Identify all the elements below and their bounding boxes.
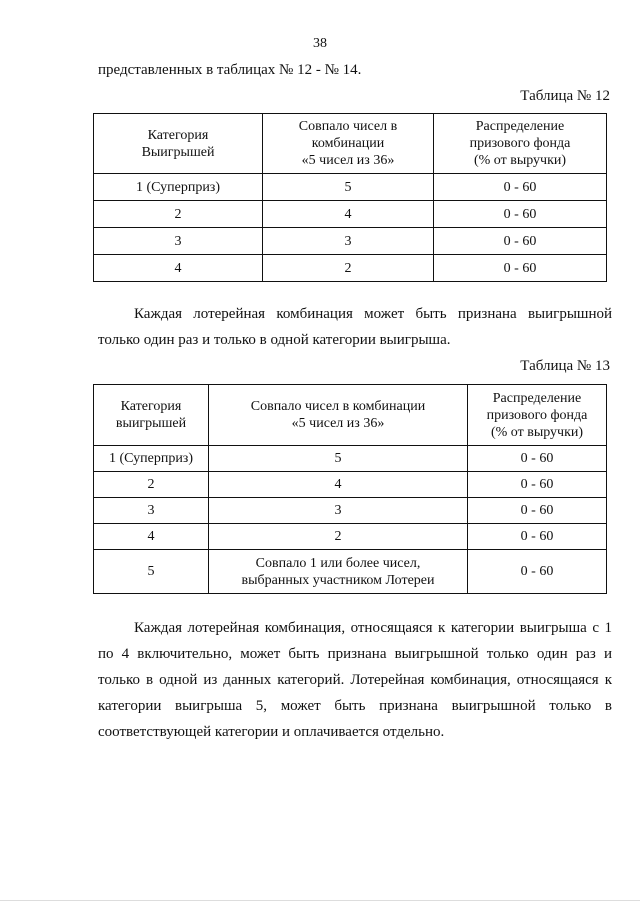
- header-text: Совпало чисел в: [298, 119, 398, 134]
- cell-category: 1 (Суперприз): [94, 446, 209, 472]
- header-text: (% от выручки): [490, 424, 584, 440]
- table12-header-row: [94, 114, 607, 174]
- cell-matched: 4: [209, 472, 468, 498]
- header-text: выигрышей: [115, 416, 187, 431]
- cell-category: 4: [94, 255, 263, 282]
- cell-matched: 4: [263, 201, 434, 228]
- header-text: Категория: [147, 127, 209, 143]
- header-text: призового фонда: [486, 407, 588, 423]
- table12-header-matched: [263, 114, 434, 174]
- cell-prize: 0 - 60: [468, 498, 607, 524]
- header-text: комбинации: [311, 136, 385, 151]
- cell-category: 2: [94, 472, 209, 498]
- cell-prize: 0 - 60: [468, 524, 607, 550]
- header-text: Распределение: [475, 119, 565, 134]
- table-row: [94, 255, 607, 282]
- cell-matched: [209, 550, 468, 594]
- header-text: призового фонда: [469, 136, 571, 151]
- table-13: [93, 384, 607, 594]
- cell-category: 3: [94, 498, 209, 524]
- header-text: Выигрышей: [141, 144, 215, 160]
- scan-edge: [0, 900, 640, 901]
- page-number: 38: [313, 36, 327, 51]
- table13-header-category: [94, 385, 209, 446]
- cell-category: 4: [94, 524, 209, 550]
- cell-matched: 5: [209, 446, 468, 472]
- table-row: [94, 446, 607, 472]
- cell-matched: 2: [263, 255, 434, 282]
- paragraph1-line1: Каждая лотерейная комбинация может быть признана выигрышной: [134, 306, 612, 322]
- cell-matched: 3: [209, 498, 468, 524]
- cell-prize: 0 - 60: [434, 255, 607, 282]
- header-text: Категория: [120, 399, 182, 414]
- paragraph2-text: Каждая лотерейная комбинация, относящаяся к категории выигрыша с 1 по 4 включительно, может быть признана выигрышной только один раз и только в одной из данных категорий. Лотерейная комбинация, относящаяся к категории выигрыша 5, может быть признана выигрышной только в соответствующей категории и оплачивается отдельно.: [98, 620, 612, 740]
- table-12: [93, 113, 607, 282]
- table12-caption: Таблица № 12: [520, 88, 610, 104]
- header-text: Совпало чисел в комбинации: [250, 399, 426, 414]
- table-row: [94, 201, 607, 228]
- table13-caption: Таблица № 13: [520, 358, 610, 374]
- table-row: [94, 550, 607, 594]
- table12-header-category: [94, 114, 263, 174]
- cell-category: 1 (Суперприз): [94, 174, 263, 201]
- cell-text: выбранных участником Лотереи: [241, 572, 435, 588]
- table13-header-prize: [468, 385, 607, 446]
- cell-prize: 0 - 60: [434, 201, 607, 228]
- header-text: Распределение: [492, 390, 582, 406]
- table13-header-row: [94, 385, 607, 446]
- cell-category: 3: [94, 228, 263, 255]
- header-text: «5 чисел из 36»: [301, 153, 395, 168]
- paragraph2: [98, 615, 612, 745]
- cell-matched: 3: [263, 228, 434, 255]
- header-text: (% от выручки): [473, 153, 567, 168]
- cell-prize: 0 - 60: [468, 446, 607, 472]
- table-row: [94, 524, 607, 550]
- cell-prize: 0 - 60: [468, 550, 607, 594]
- header-text: «5 чисел из 36»: [291, 416, 385, 431]
- cell-matched: 5: [263, 174, 434, 201]
- cell-prize: 0 - 60: [434, 174, 607, 201]
- cell-category: 2: [94, 201, 263, 228]
- cell-prize: 0 - 60: [434, 228, 607, 255]
- cell-category: 5: [94, 550, 209, 594]
- intro-line: представленных в таблицах № 12 - № 14.: [98, 62, 362, 78]
- table-row: [94, 498, 607, 524]
- table-row: [94, 472, 607, 498]
- table13-header-matched: [209, 385, 468, 446]
- paragraph1-line2: только один раз и только в одной категории выигрыша.: [98, 332, 451, 348]
- table-row: [94, 228, 607, 255]
- table12-header-prize: [434, 114, 607, 174]
- table-row: [94, 174, 607, 201]
- cell-prize: 0 - 60: [468, 472, 607, 498]
- cell-text: Совпало 1 или более чисел,: [255, 555, 421, 571]
- cell-matched: 2: [209, 524, 468, 550]
